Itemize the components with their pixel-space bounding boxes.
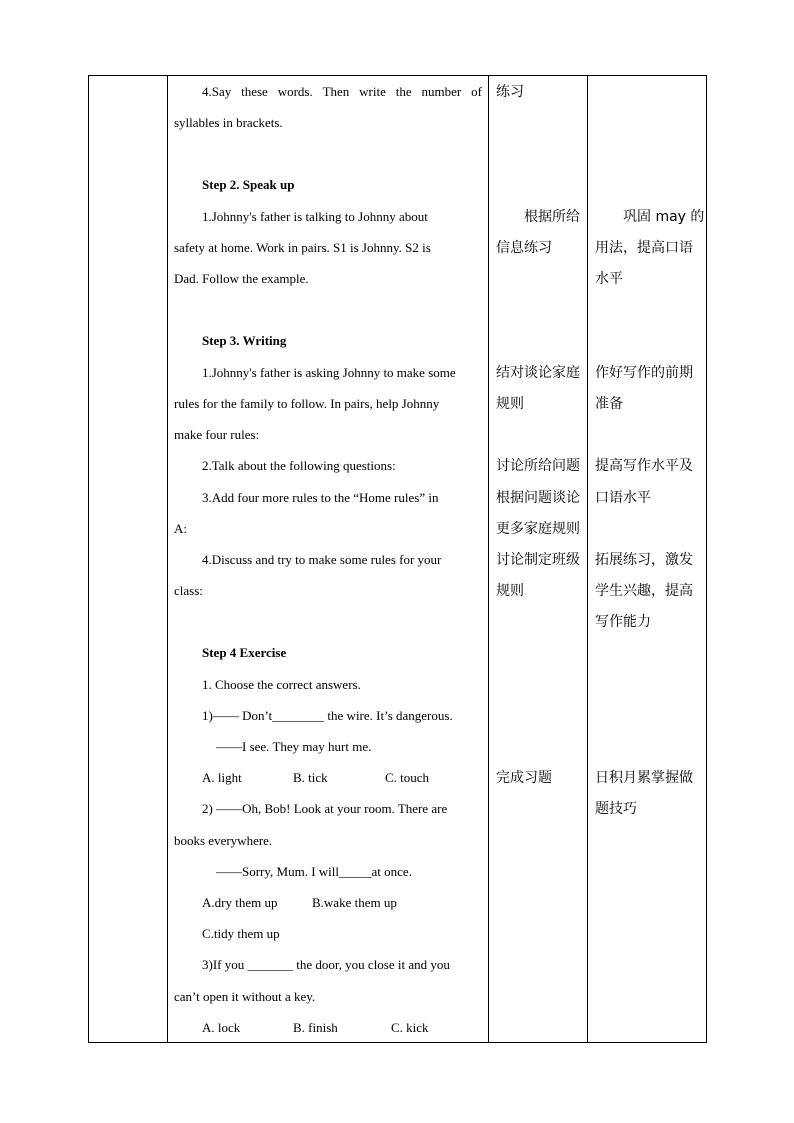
- step3-item4-line2: class:: [174, 583, 203, 598]
- purpose-4-line2: 口语水平: [595, 490, 651, 506]
- step3-item3-line2: A:: [174, 521, 187, 536]
- table-left-border: [88, 75, 89, 1043]
- purpose-4-line1: 提高写作水平及: [595, 458, 693, 474]
- step2-title: Step 2. Speak up: [202, 177, 295, 192]
- step1-item4-line2: syllables in brackets.: [174, 115, 283, 130]
- purpose-6-line2: 题技巧: [595, 801, 637, 817]
- activity-2-line1: 根据所给: [524, 209, 580, 225]
- q2-option-b: B.wake them up: [312, 895, 397, 910]
- table-top-border: [88, 75, 707, 76]
- question3-line1: 3)If you _______ the door, you close it and you: [202, 957, 450, 972]
- purpose-3-line1: 作好写作的前期: [595, 365, 693, 381]
- step4-title: Step 4 Exercise: [202, 645, 287, 660]
- column-divider-1: [167, 75, 168, 1043]
- activity-4-line3: 更多家庭规则: [496, 521, 580, 537]
- question1-line1: 1)—— Don’t________ the wire. It’s dangerous.: [202, 708, 453, 723]
- activity-practice: 练习: [496, 84, 524, 100]
- purpose-5-line2: 学生兴趣，提高: [595, 583, 693, 599]
- q2-option-a: A.dry them up: [202, 895, 278, 910]
- activity-3-line1: 结对谈论家庭: [496, 365, 580, 381]
- step2-item1-line3: Dad. Follow the example.: [174, 271, 309, 286]
- activity-4-line4: 讨论制定班级: [496, 552, 580, 568]
- activity-3-line2: 规则: [496, 396, 524, 412]
- step3-item4-line1: 4.Discuss and try to make some rules for your: [202, 552, 442, 567]
- step3-item2: 2.Talk about the following questions:: [202, 458, 396, 473]
- activity-4-line5: 规则: [496, 583, 524, 599]
- table-right-border: [706, 75, 707, 1043]
- column-divider-3: [587, 75, 588, 1043]
- purpose-3-line2: 准备: [595, 396, 623, 412]
- question2-line1: 2) ——Oh, Bob! Look at your room. There are: [202, 801, 448, 816]
- q2-option-c: C.tidy them up: [202, 926, 280, 941]
- q1-option-a: A. light: [202, 770, 242, 785]
- question3-options: [174, 1020, 429, 1036]
- purpose-5-line1: 拓展练习，激发: [595, 552, 693, 568]
- step4-item1: 1. Choose the correct answers.: [202, 677, 361, 692]
- step3-item1-line2: rules for the family to follow. In pairs, help Johnny: [174, 396, 440, 411]
- q3-option-b: B. finish: [293, 1020, 338, 1035]
- q3-option-c: C. kick: [391, 1020, 429, 1035]
- purpose-2-line1: 巩固 may 的: [623, 209, 705, 225]
- q1-option-c: C. touch: [385, 770, 430, 785]
- q1-option-b: B. tick: [293, 770, 328, 785]
- question2-line3: ——Sorry, Mum. I will_____at once.: [216, 864, 412, 879]
- q3-option-a: A. lock: [202, 1020, 241, 1035]
- activity-4-line1: 讨论所给问题: [496, 458, 580, 474]
- step2-item1-line2: safety at home. Work in pairs. S1 is Johnny. S2 is: [174, 240, 431, 255]
- step3-item1-line3: make four rules:: [174, 427, 260, 442]
- question1-line2: ——I see. They may hurt me.: [216, 739, 372, 754]
- table-bottom-border: [88, 1042, 707, 1043]
- step3-item1-line1: 1.Johnny's father is asking Johnny to make some: [202, 365, 456, 380]
- question2-line2: books everywhere.: [174, 833, 273, 848]
- step3-item3-line1: 3.Add four more rules to the “Home rules” in: [202, 490, 439, 505]
- step1-item4-line1: 4.Say these words. Then write the number of: [202, 84, 482, 99]
- purpose-2-line3: 水平: [595, 271, 623, 287]
- activity-4-line2: 根据问题谈论: [496, 490, 580, 506]
- column-divider-2: [488, 75, 489, 1043]
- purpose-5-line3: 写作能力: [595, 614, 651, 630]
- question1-options: [174, 770, 429, 786]
- activity-5: 完成习题: [496, 770, 552, 786]
- purpose-2-line2: 用法，提高口语: [595, 240, 693, 256]
- activity-2-line2: 信息练习: [496, 240, 552, 256]
- question3-line2: can’t open it without a key.: [174, 989, 316, 1004]
- step2-item1-line1: 1.Johnny's father is talking to Johnny about: [202, 209, 428, 224]
- question2-options: [174, 895, 397, 911]
- step3-title: Step 3. Writing: [202, 333, 287, 348]
- purpose-6-line1: 日积月累掌握做: [595, 770, 693, 786]
